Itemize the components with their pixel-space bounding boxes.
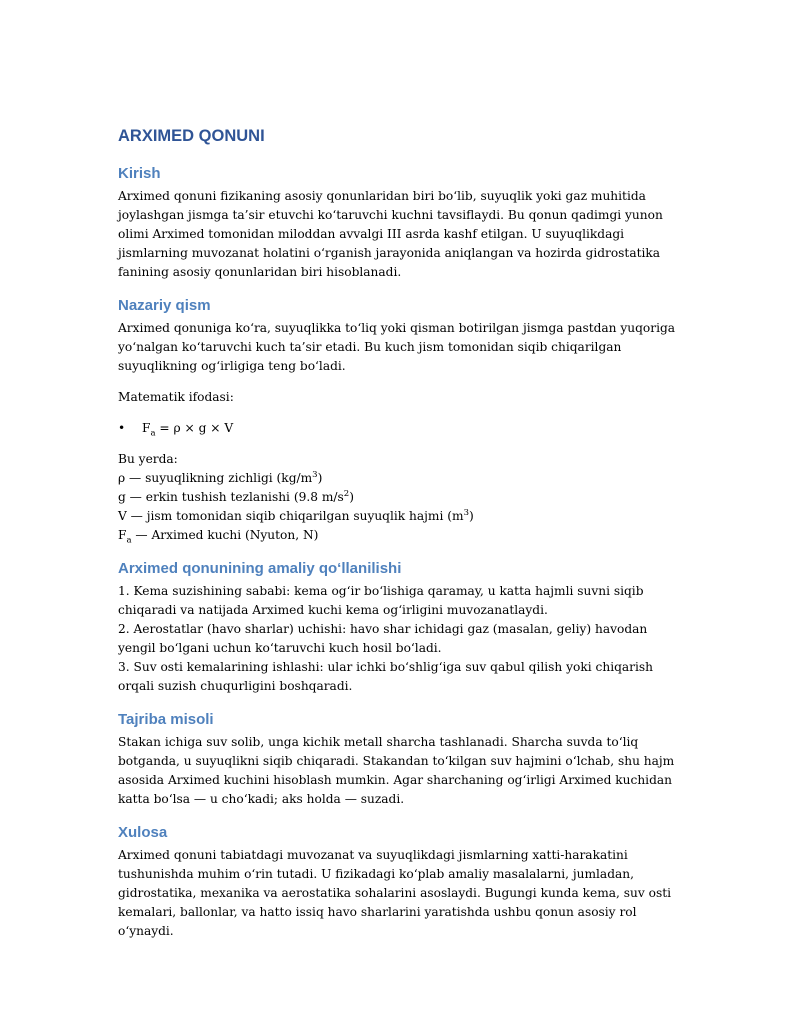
definition-text: V — jism tomonidan siqib chiqarilgan suyuqlik hajmi (m [118, 509, 464, 523]
definition-text: ) [469, 509, 474, 523]
definition-line [118, 507, 688, 526]
definition-superscript: 3 [312, 469, 318, 480]
list-item: 1. Kema suzishining sababi: kema og‘ir bo‘lishiga qaramay, u katta hajmli suvni siqib chiqaradi va natijada Arximed kuchi kema og‘irligini muvozanatlaydi. [118, 584, 644, 617]
definition-text: ) [317, 471, 323, 485]
tajriba-paragraph: Stakan ichiga suv solib, unga kichik metall sharcha tashlanadi. Sharcha suvda to‘liq botganda, u suyuqlikni siqib chiqaradi. Stakandan to‘kilgan suv hajmini o‘lchab, shu hajm asosida Arximed kuchini hisoblash mumkin. Agar sharchaning og‘irligi Arximed kuchidan katta bo‘lsa — u cho‘kadi; aks holda — suzadi. [118, 735, 675, 806]
definition-superscript: 3 [463, 507, 469, 518]
section-heading-nazariy-qism: Nazariy qism [118, 297, 211, 314]
section-heading-kirish: Kirish [118, 165, 161, 182]
definition-superscript: 2 [343, 488, 350, 499]
definition-line [118, 469, 688, 488]
section-heading-tajriba: Tajriba misoli [118, 711, 214, 728]
formula-intro: Matematik ifodasi: [118, 390, 234, 404]
document-body [118, 126, 688, 941]
list-item: 3. Suv osti kemalarining ishlashi: ular ichki bo‘shlig‘iga suv qabul qilish yoki chiqarish orqali suzish chuqurligini boshqaradi. [118, 660, 653, 693]
definition-line [118, 488, 688, 507]
definition-line [118, 526, 688, 545]
formula-rhs: = ρ × g × V [155, 421, 234, 435]
definition-text: — Arximed kuchi (Nyuton, N) [131, 528, 319, 542]
list-item: 2. Aerostatlar (havo sharlar) uchishi: havo shar ichidagi gaz (masalan, geliy) havodan yengil bo‘lgani uchun ko‘taruvchi kuch hosil bo‘ladi. [118, 622, 648, 655]
formula-lhs-subscript: a [150, 428, 156, 439]
formula-bullet-item [118, 419, 688, 438]
definition-text: ρ — suyuqlikning zichligi (kg/m [118, 471, 313, 485]
definition-text: ) [349, 490, 354, 504]
bullet-icon: • [118, 421, 126, 435]
xulosa-paragraph: Arximed qonuni tabiatdagi muvozanat va suyuqlikdagi jismlarning xatti-harakatini tushunishda muhim o‘rin tutadi. U fizikadagi ko‘plab amaliy masalalarni, jumladan, gidrostatika, mexanika va aerostatika sohalarini asoslaydi. Bugungi kunda kema, suv osti kemalari, ballonlar, va hatto issiq havo sharlarini yaratishda ushbu qonun asosiy rol o‘ynaydi. [118, 848, 672, 938]
formula-lhs: F [142, 421, 151, 435]
where-label: Bu yerda: [118, 452, 178, 466]
definition-text: F [118, 528, 127, 542]
definition-text: g — erkin tushish tezlanishi (9.8 m/s [118, 490, 344, 504]
document-title: ARXIMED QONUNI [118, 127, 265, 145]
section-heading-xulosa: Xulosa [118, 824, 168, 841]
definition-subscript: a [126, 535, 132, 546]
section-heading-amaliy: Arximed qonunining amaliy qo‘llanilishi [118, 560, 402, 577]
nazariy-paragraph: Arximed qonuniga ko‘ra, suyuqlikka to‘liq yoki qisman botirilgan jismga pastdan yuqoriga yo‘nalgan ko‘taruvchi kuch ta’sir etadi. Bu kuch jism tomonidan siqib chiqarilgan suyuqlikning og‘irligiga teng bo‘ladi. [118, 321, 676, 373]
kirish-paragraph: Arximed qonuni fizikaning asosiy qonunlaridan biri bo‘lib, suyuqlik yoki gaz muhitida joylashgan jismga ta’sir etuvchi ko‘taruvchi kuchni tavsiflaydi. Bu qonun qadimgi yunon olimi Arximed tomonidan miloddan avvalgi III asrda kashf etilgan. U suyuqlikdagi jismlarning muvozanat holatini o‘rganish jarayonida aniqlangan va hozirda gidrostatika fanining asosiy qonunlaridan biri hisoblanadi. [118, 189, 663, 279]
